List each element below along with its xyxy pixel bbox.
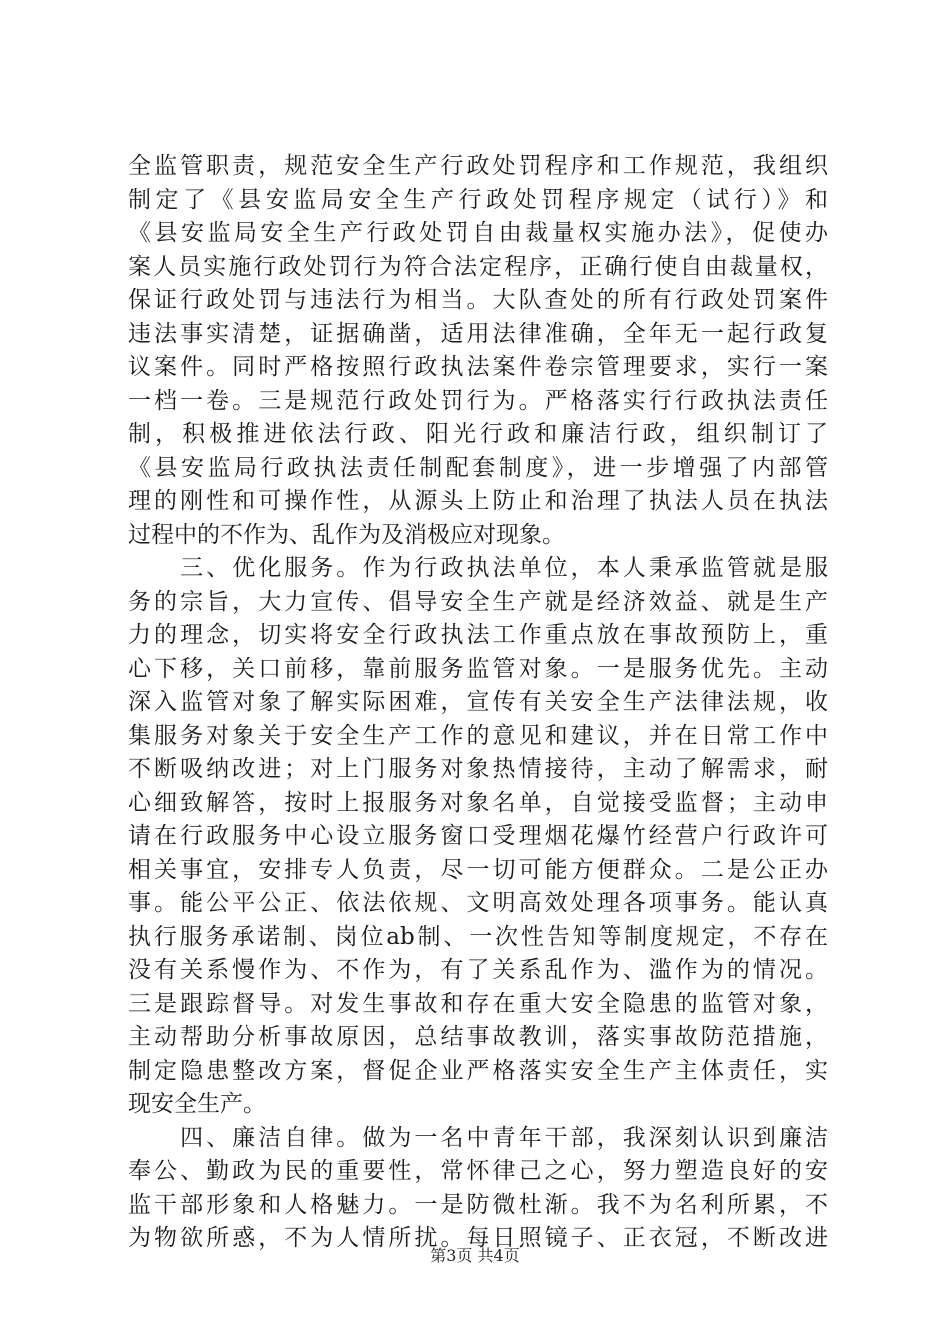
- text-line: 务的宗旨，大力宣传、倡导安全生产就是经济效益、就是生产: [128, 588, 828, 615]
- text-line: 全监管职责，规范安全生产行政处罚程序和工作规范，我组织: [128, 153, 828, 179]
- text-line: 事。能公平公正、依法依规、文明高效处理各项事务。能认真: [128, 890, 828, 916]
- text-line: 制定隐患整改方案，督促企业严格落实安全生产主体责任，实: [128, 1057, 828, 1084]
- text-line: 为物欲所惑，不为人情所扰。每日照镜子、正衣冠，不断改进: [128, 1225, 828, 1251]
- page-number-footer: 第3页 共4页: [430, 1246, 520, 1265]
- text-line: 请在行政服务中心设立服务窗口受理烟花爆竹经营户行政许可: [128, 823, 828, 849]
- text-line: 四、廉洁自律。做为一名中青年干部，我深刻认识到廉洁: [128, 1124, 828, 1151]
- text-line: 心下移，关口前移，靠前服务监管对象。一是服务优先。主动: [128, 655, 828, 682]
- text-line: 理的刚性和可操作性，从源头上防止和治理了执法人员在执法: [128, 488, 828, 514]
- text-line: 相关事宜，安排专人负责，尽一切可能方便群众。二是公正办: [128, 856, 828, 883]
- text-line: 不断吸纳改进；对上门服务对象热情接待，主动了解需求，耐: [128, 756, 828, 782]
- text-line: 主动帮助分析事故原因，总结事故教训，落实事故防范措施，: [128, 1024, 828, 1050]
- text-line: 制定了《县安监局安全生产行政处罚程序规定（试行）》和: [128, 186, 828, 213]
- text-line: 制，积极推进依法行政、阳光行政和廉洁行政，组织制订了: [128, 421, 828, 447]
- text-line: 力的理念，切实将安全行政执法工作重点放在事故预防上，重: [128, 622, 828, 648]
- text-line: 深入监管对象了解实际困难，宣传有关安全生产法律法规，收: [128, 689, 828, 715]
- text-line: 心细致解答，按时上报服务对象名单，自觉接受监督；主动申: [128, 789, 828, 816]
- text-line: 《县安监局安全生产行政处罚自由裁量权实施办法》，促使办: [128, 220, 828, 246]
- text-line: 《县安监局行政执法责任制配套制度》，进一步增强了内部管: [128, 454, 828, 481]
- text-line: 三、优化服务。作为行政执法单位，本人秉承监管就是服: [128, 555, 828, 581]
- text-line: 保证行政处罚与违法行为相当。大队查处的所有行政处罚案件: [128, 287, 828, 313]
- text-line: 现安全生产。: [128, 1091, 266, 1117]
- document-body: [128, 150, 828, 1256]
- text-line: 执行服务承诺制、岗位ab制、一次性告知等制度规定，不存在: [128, 923, 828, 950]
- text-line: 监干部形象和人格魅力。一是防微杜渐。我不为名利所累，不: [128, 1191, 828, 1218]
- text-line: 议案件。同时严格按照行政执法案件卷宗管理要求，实行一案: [128, 354, 828, 380]
- text-line: 三是跟踪督导。对发生事故和存在重大安全隐患的监管对象，: [128, 990, 828, 1017]
- text-line: 奉公、勤政为民的重要性，常怀律己之心，努力塑造良好的安: [128, 1158, 828, 1184]
- text-line: 没有关系慢作为、不作为，有了关系乱作为、滥作为的情况。: [128, 957, 828, 983]
- text-line: 案人员实施行政处罚行为符合法定程序，正确行使自由裁量权，: [128, 253, 828, 280]
- text-line: 违法事实清楚，证据确凿，适用法律准确，全年无一起行政复: [128, 320, 828, 347]
- text-line: 一档一卷。三是规范行政处罚行为。严格落实行行政执法责任: [128, 387, 828, 414]
- text-line: 集服务对象关于安全生产工作的意见和建议，并在日常工作中: [128, 722, 828, 749]
- text-line: 过程中的不作为、乱作为及消极应对现象。: [128, 521, 565, 548]
